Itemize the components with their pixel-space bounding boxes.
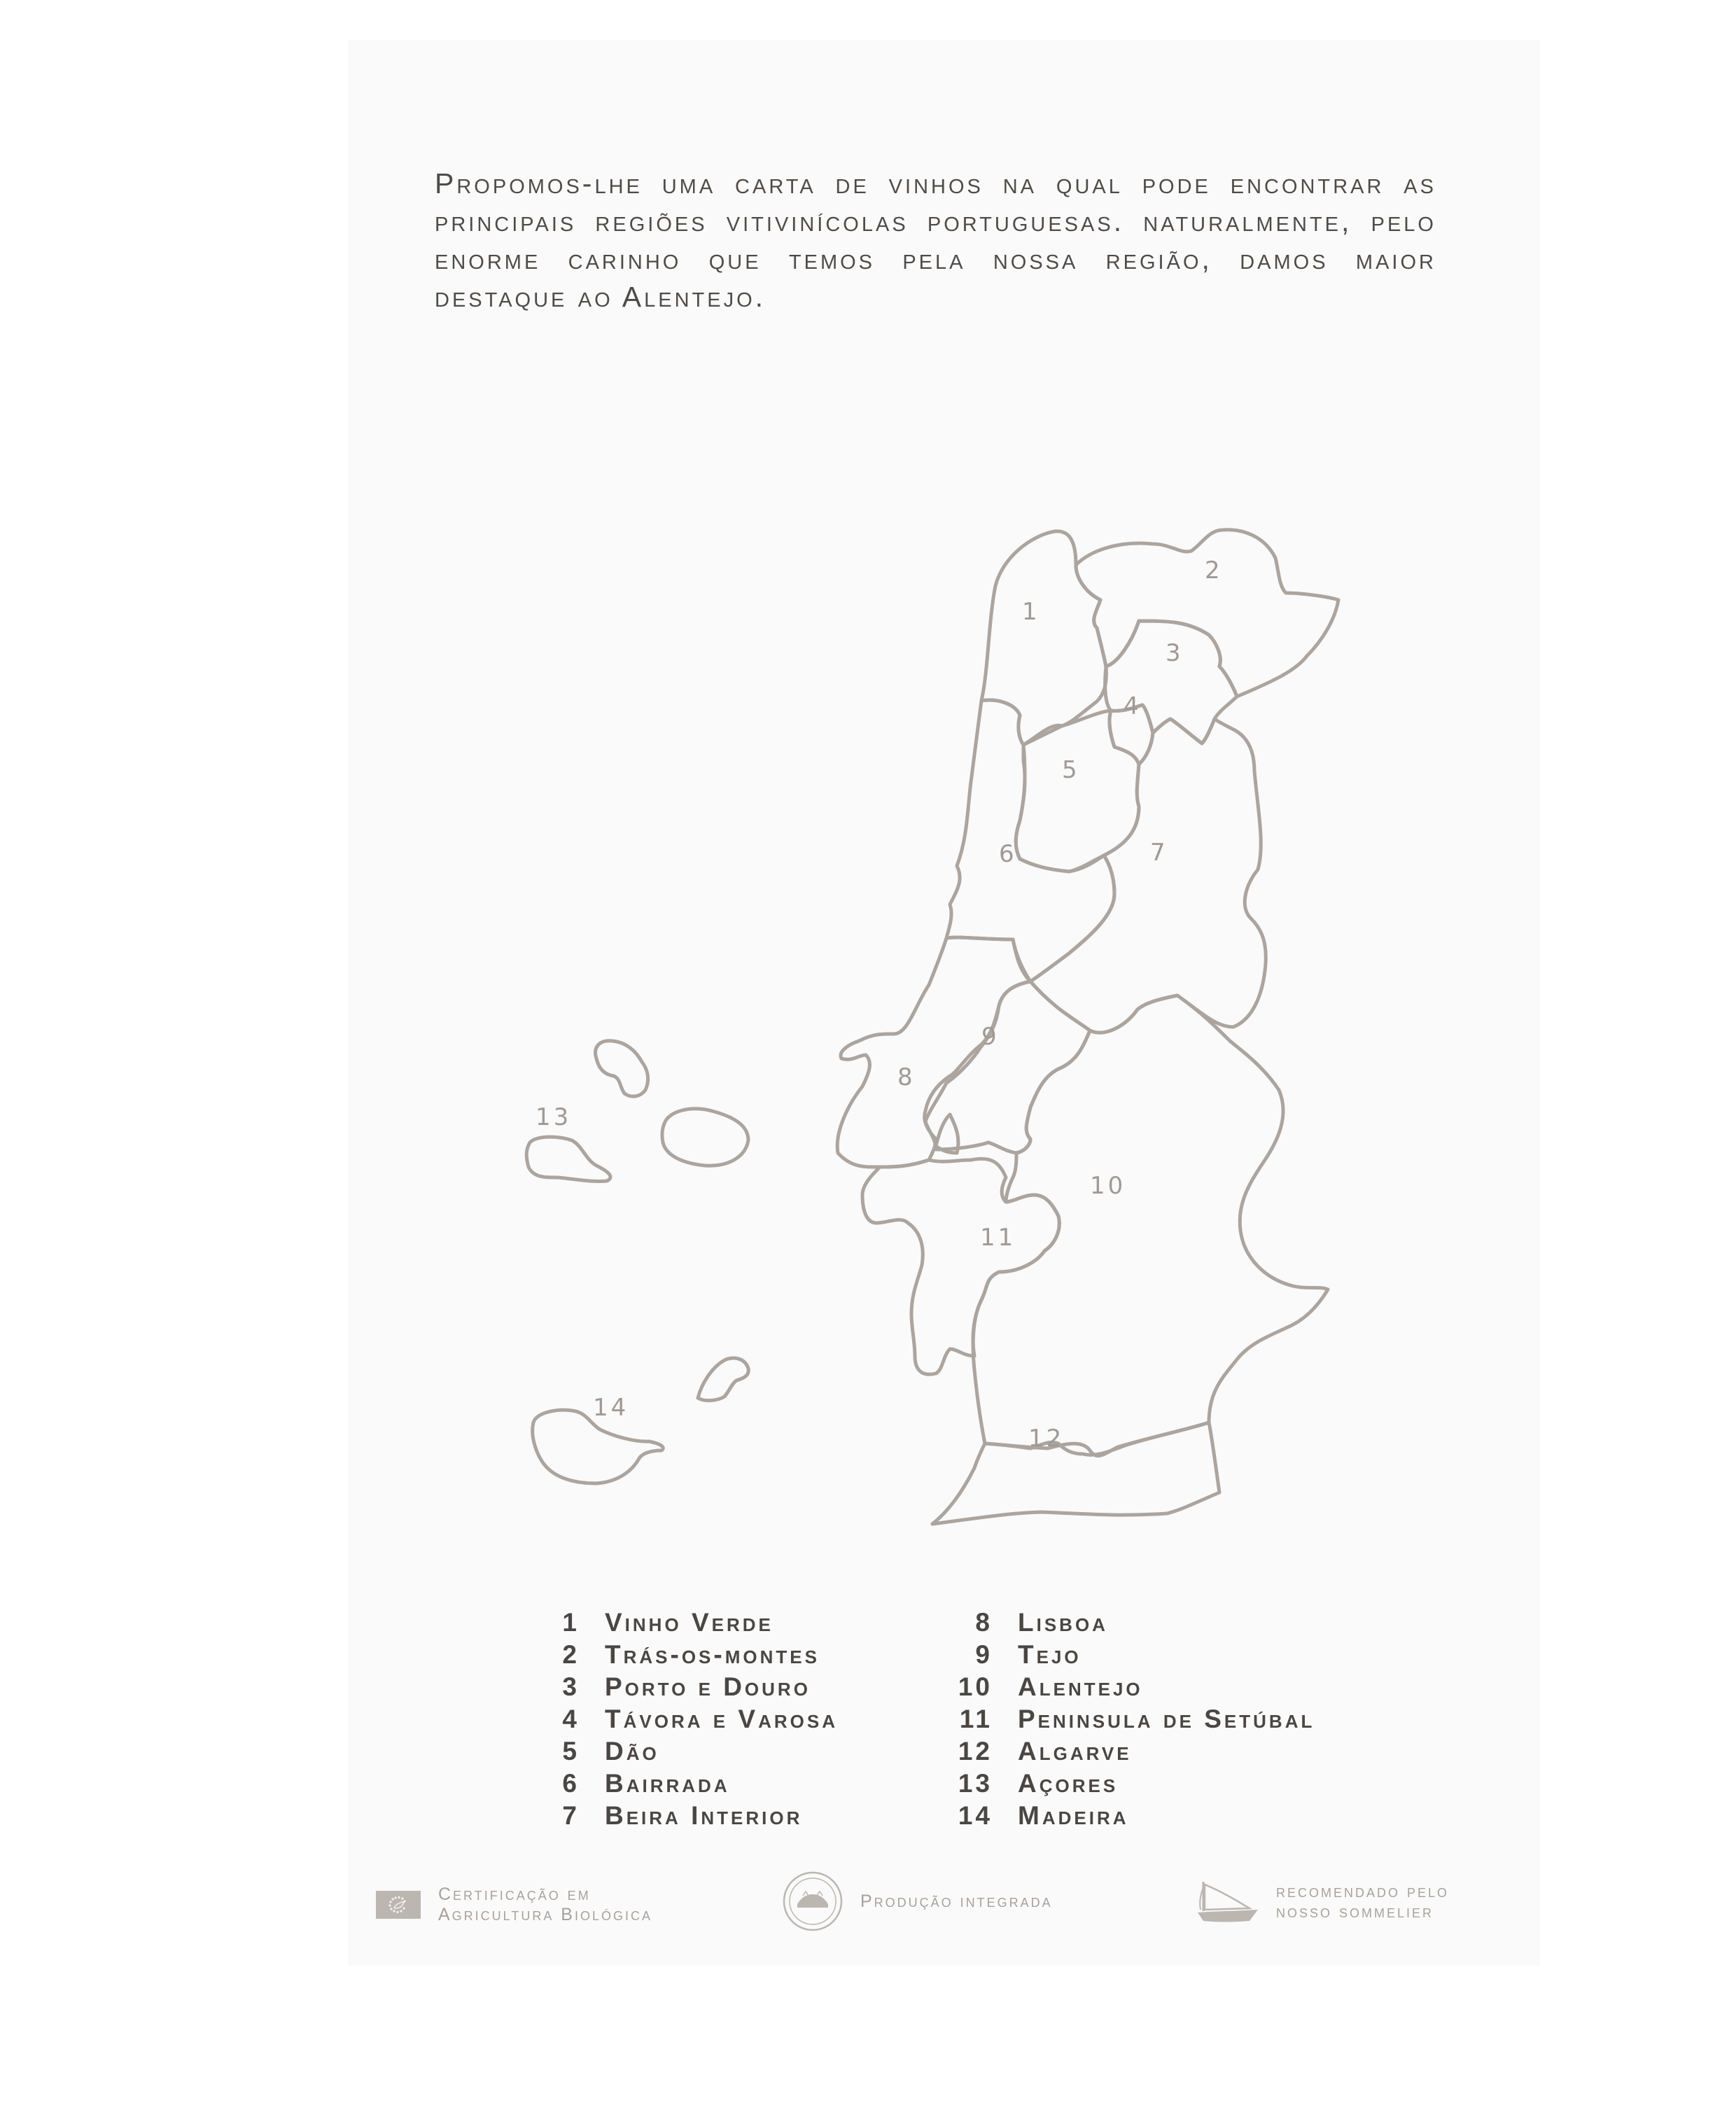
integrated-production-label: Produção integrada — [860, 1891, 1053, 1911]
legend-region-name: Algarve — [1018, 1737, 1132, 1765]
sommelier-recommendation-badge — [1194, 1877, 1449, 1926]
region-label-11: 11 — [980, 1224, 1016, 1252]
legend-right-column — [953, 1608, 1315, 1833]
region-label-2: 2 — [1205, 557, 1223, 585]
region-dao — [1016, 711, 1139, 872]
legend-region-name: Távora e Varosa — [605, 1705, 838, 1733]
region-label-7: 7 — [1150, 839, 1168, 867]
legend-item — [540, 1769, 838, 1801]
legend-region-name: Trás-os-montes — [605, 1640, 820, 1669]
region-madeira-island-1 — [698, 1358, 748, 1401]
region-tras-os-montes — [1076, 530, 1338, 697]
region-label-4: 4 — [1124, 692, 1142, 720]
organic-certification-line-2: Agricultura Biológica — [438, 1905, 652, 1924]
legend-region-name: Porto e Douro — [605, 1672, 811, 1701]
legend-number: 4 — [562, 1705, 580, 1733]
region-label-6: 6 — [999, 840, 1017, 868]
intro-paragraph: Propomos-lhe uma carta de vinhos na qual pode encontrar as principais regiões vitivinícolas portuguesas. naturalmente, pelo enorme carinho que temos pela nossa região, damos maior destaque ao Alentejo. — [435, 167, 1436, 313]
sommelier-boat-icon — [1194, 1877, 1264, 1926]
region-acores-island-2 — [662, 1109, 748, 1166]
legend-item — [540, 1672, 838, 1705]
region-label-14: 14 — [593, 1394, 629, 1422]
legend-number: 10 — [958, 1672, 993, 1701]
organic-certification-badge — [376, 1884, 652, 1925]
region-label-13: 13 — [536, 1103, 572, 1131]
legend-number: 7 — [562, 1801, 580, 1830]
legend-number: 11 — [959, 1705, 993, 1733]
region-label-10: 10 — [1090, 1172, 1126, 1200]
region-peninsula-de-setubal — [862, 1159, 1059, 1374]
legend-item — [540, 1705, 838, 1737]
legend-item — [953, 1801, 1315, 1833]
legend-region-name: Dão — [605, 1737, 659, 1765]
region-label-1: 1 — [1022, 598, 1040, 626]
legend-region-name: Peninsula de Setúbal — [1018, 1705, 1315, 1733]
portugal-wine-regions-map — [348, 40, 1540, 1966]
legend-number: 2 — [562, 1640, 580, 1669]
integrated-production-seal-icon — [782, 1870, 844, 1932]
legend-item — [540, 1737, 838, 1769]
integrated-production-badge — [782, 1870, 1053, 1932]
legend-region-name: Alentejo — [1018, 1672, 1143, 1701]
sommelier-recommendation-line-2: nosso sommelier — [1276, 1902, 1434, 1922]
sommelier-recommendation-label — [1276, 1882, 1449, 1922]
wine-list-page — [348, 40, 1540, 1966]
legend-region-name: Madeira — [1018, 1801, 1129, 1830]
legend-region-name: Vinho Verde — [605, 1608, 774, 1637]
legend-number: 14 — [958, 1801, 993, 1830]
legend-item — [953, 1769, 1315, 1801]
region-alentejo — [973, 995, 1328, 1456]
region-label-5: 5 — [1062, 756, 1080, 784]
legend-number: 3 — [562, 1672, 580, 1701]
legend-region-name: Beira Interior — [605, 1801, 803, 1830]
organic-certification-line-1: Certificação em — [438, 1884, 591, 1904]
region-vinho-verde — [981, 531, 1106, 745]
region-algarve — [932, 1422, 1219, 1524]
legend-region-name: Lisboa — [1018, 1608, 1108, 1637]
footer-badges — [348, 1884, 1540, 1954]
sommelier-recommendation-line-1: recomendado pelo — [1276, 1882, 1449, 1901]
legend-item — [953, 1737, 1315, 1769]
legend-item — [540, 1801, 838, 1833]
region-acores-island-1 — [596, 1041, 648, 1096]
legend-number: 12 — [958, 1737, 993, 1765]
region-label-8: 8 — [897, 1063, 916, 1091]
legend-item — [953, 1672, 1315, 1705]
legend-item — [953, 1608, 1315, 1640]
legend-region-name: Açores — [1018, 1769, 1119, 1798]
organic-certification-label — [438, 1884, 652, 1925]
legend-number: 13 — [958, 1769, 993, 1798]
legend-number: 8 — [975, 1608, 993, 1637]
legend-number: 9 — [975, 1640, 993, 1669]
legend-item — [540, 1608, 838, 1640]
region-lisboa — [837, 937, 1030, 1167]
region-label-9: 9 — [981, 1023, 1000, 1051]
region-label-3: 3 — [1166, 639, 1184, 667]
legend-left-column — [540, 1608, 838, 1833]
legend-item — [540, 1640, 838, 1672]
legend-item — [953, 1705, 1315, 1737]
region-label-12: 12 — [1028, 1425, 1065, 1453]
region-acores-island-3 — [526, 1137, 610, 1181]
legend-number: 5 — [562, 1737, 580, 1765]
legend-region-name: Bairrada — [605, 1769, 730, 1798]
legend-item — [953, 1640, 1315, 1672]
legend-number: 1 — [562, 1608, 580, 1637]
legend-number: 6 — [562, 1769, 580, 1798]
legend-region-name: Tejo — [1018, 1640, 1082, 1669]
eu-organic-leaf-icon — [376, 1891, 421, 1919]
